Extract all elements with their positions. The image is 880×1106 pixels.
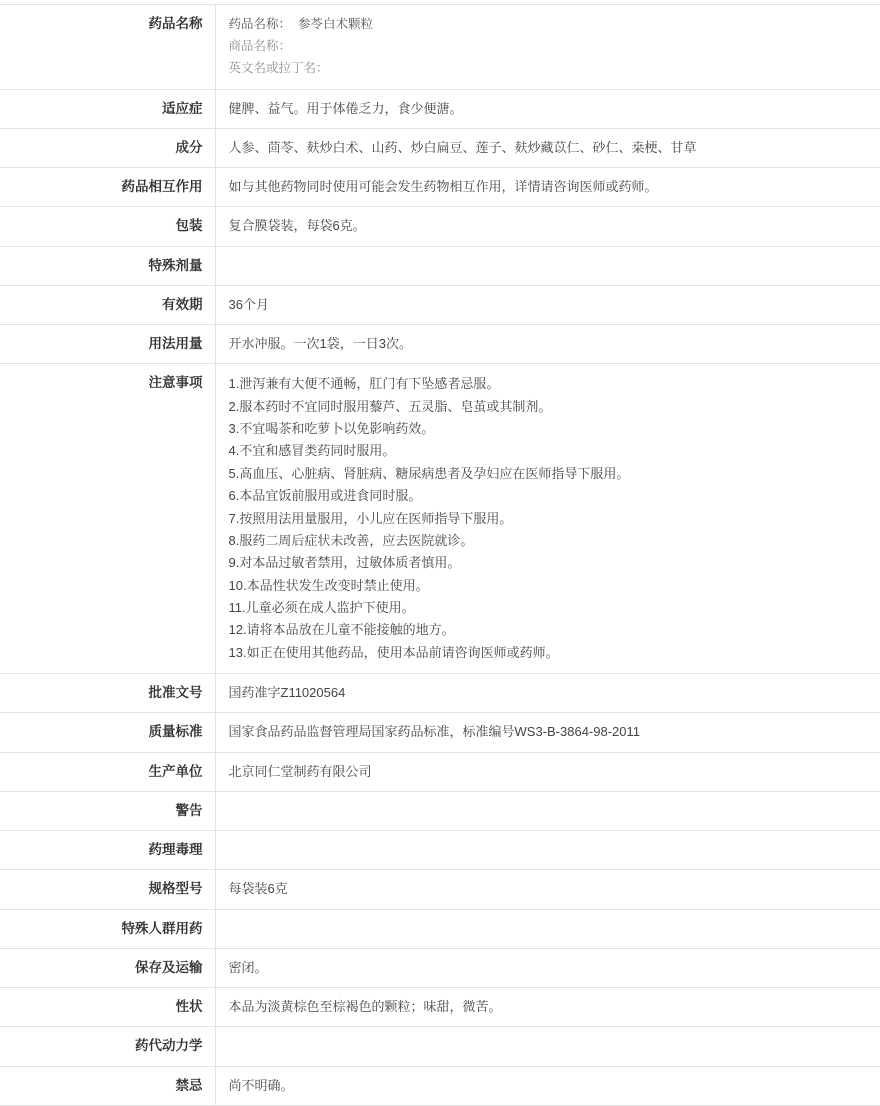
row-label: 特殊人群用药 (121, 920, 203, 936)
value-text: 健脾、益气。用于体倦乏力，食少便溏。 (228, 100, 463, 116)
row-value (215, 168, 880, 207)
table-row (0, 325, 880, 364)
table-row (0, 128, 880, 167)
note-line: 6.本品宜饭前服用或进食同时服。 (228, 488, 422, 504)
row-value (215, 831, 880, 870)
row-label: 药代动力学 (135, 1038, 203, 1054)
table-row (0, 948, 880, 987)
value-text: 复合膜袋装，每袋6克。 (228, 218, 366, 234)
value-text: 国家食品药品监督管理局国家药品标准，标准编号WS3-B-3864-98-2011 (228, 724, 640, 740)
note-line: 9.对本品过敏者禁用，过敏体质者慎用。 (228, 555, 461, 571)
row-label: 有效期 (162, 296, 203, 312)
note-line: 3.不宜喝茶和吃萝卜以免影响药效。 (228, 421, 435, 437)
row-value (215, 791, 880, 830)
row-value (215, 909, 880, 948)
row-label: 警告 (175, 802, 203, 818)
table-row (0, 674, 880, 713)
value-text: 密闭。 (228, 959, 268, 975)
drug-info-table (0, 4, 880, 1106)
row-value (215, 1027, 880, 1066)
row-value (215, 364, 880, 674)
note-line: 8.服药二周后症状未改善，应去医院就诊。 (228, 532, 474, 548)
row-value (215, 285, 880, 324)
table-row (0, 752, 880, 791)
row-value (215, 128, 880, 167)
row-label: 质量标准 (148, 724, 203, 740)
note-line: 11.儿童必须在成人监护下使用。 (228, 599, 415, 615)
row-label: 用法用量 (148, 336, 203, 352)
value-text: 人参、茴苓、麸炒白术、山药、炒白扁豆、莲子、麸炒藏苡仁、砂仁、桒梗、甘草 (228, 139, 697, 155)
row-value (215, 5, 880, 90)
row-value (215, 325, 880, 364)
table-row (0, 168, 880, 207)
row-label: 注意事项 (148, 375, 203, 391)
row-value (215, 988, 880, 1027)
table-row (0, 89, 880, 128)
table-row (0, 207, 880, 246)
table-row (0, 246, 880, 285)
row-label: 成分 (175, 139, 203, 155)
table-row (0, 909, 880, 948)
value-text: 国药准字Z11020564 (228, 685, 346, 701)
row-value (215, 752, 880, 791)
row-value (215, 948, 880, 987)
note-line: 4.不宜和感冒类药同时服用。 (228, 443, 396, 459)
table-row (0, 1066, 880, 1105)
table-row (0, 870, 880, 909)
note-line: 1.泄泻兼有大便不通畅，肛门有下坠感者忌服。 (228, 376, 500, 392)
table-row (0, 5, 880, 90)
table-row (0, 988, 880, 1027)
value-text: 36个月 (228, 296, 269, 312)
row-value (215, 870, 880, 909)
value-text: 本品为淡黄棕色至棕褐色的颗粒；味甜，微苦。 (228, 999, 502, 1015)
table-row (0, 285, 880, 324)
table-row (0, 831, 880, 870)
row-label: 保存及运输 (135, 959, 203, 975)
name-line: 药品名称： 参苓白术颗粒 (228, 17, 373, 31)
note-line: 7.按照用法用量服用，小儿应在医师指导下服用。 (228, 510, 513, 526)
name-line: 商品名称： (228, 38, 292, 53)
value-text: 尚不明确。 (228, 1077, 294, 1093)
value-text: 如与其他药物同时使用可能会发生药物相互作用，详情请咨询医师或药师。 (228, 179, 658, 195)
row-value (215, 713, 880, 752)
name-line: 英文名或拉丁名： (228, 60, 329, 75)
row-label: 药品名称 (148, 16, 203, 31)
note-line: 13.如正在使用其他药品，使用本品前请咨询医师或药师。 (228, 644, 559, 660)
row-label: 批准文号 (148, 685, 203, 701)
row-label: 药理毒理 (148, 842, 203, 858)
row-value (215, 674, 880, 713)
row-label: 性状 (175, 999, 203, 1015)
table-row (0, 364, 880, 674)
table-row (0, 713, 880, 752)
row-label: 特殊剂量 (148, 257, 203, 273)
row-label: 生产单位 (148, 763, 203, 779)
row-value (215, 207, 880, 246)
row-value (215, 246, 880, 285)
note-line: 5.高血压、心脏病、肾脏病、糖尿病患者及孕妇应在医师指导下服用。 (228, 465, 630, 481)
row-label: 规格型号 (148, 881, 203, 897)
table-row (0, 1027, 880, 1066)
note-line: 2.服本药时不宜同时服用藜芦、五灵脂、皂茧或其制剂。 (228, 398, 552, 414)
row-value (215, 1066, 880, 1105)
value-text: 北京同仁堂制药有限公司 (228, 763, 372, 779)
note-line: 10.本品性状发生改变时禁止使用。 (228, 577, 429, 593)
row-label: 适应症 (162, 100, 203, 116)
row-value (215, 89, 880, 128)
row-label: 药品相互作用 (121, 179, 203, 195)
value-text: 每袋装6克 (228, 881, 288, 897)
value-text: 开水冲服。一次1袋，一日3次。 (228, 336, 412, 352)
row-label: 禁忌 (175, 1077, 203, 1093)
table-row (0, 791, 880, 830)
row-label: 包装 (175, 218, 203, 234)
note-line: 12.请将本品放在儿童不能接触的地方。 (228, 622, 455, 638)
